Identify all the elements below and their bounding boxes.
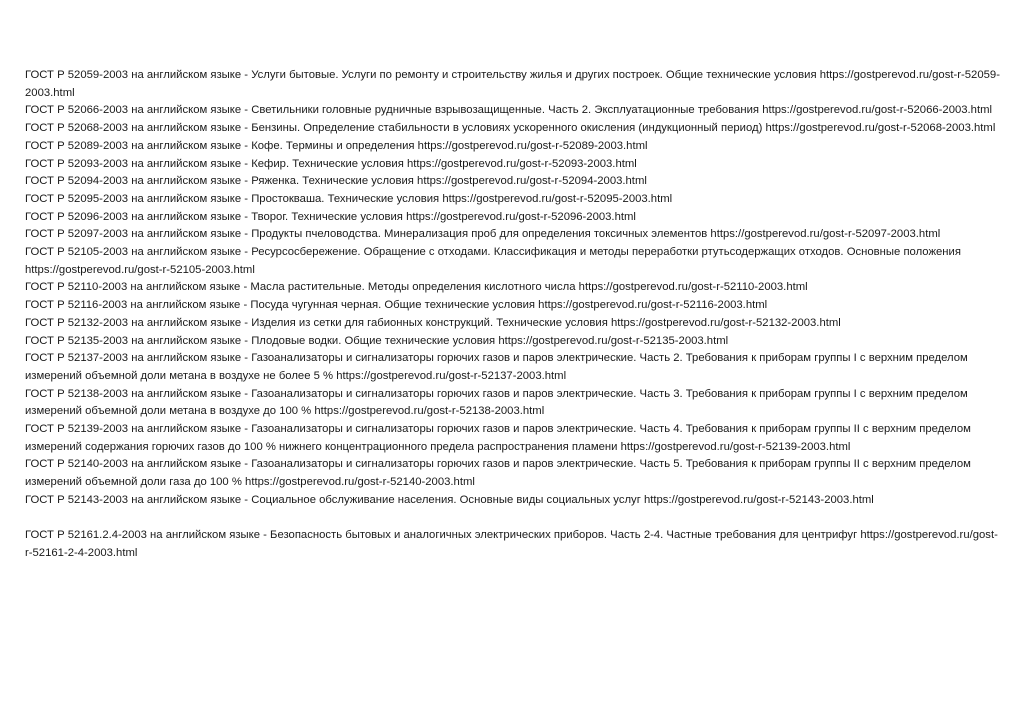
- list-item: [25, 226, 1000, 244]
- list-item: [25, 527, 1000, 562]
- entry-link[interactable]: https://gostperevod.ru/gost-r-52093-2003.html: [406, 157, 637, 170]
- entry-title: ГОСТ Р 52139-2003 на английском языке - Газоанализаторы и сигнализаторы горючих газов и паров электрические. Часть 4. Требования к приборам группы II с верхним пределом измерений содержания горючих газов до 100 % нижнего концентрационного предела распространения пламени: [25, 423, 971, 453]
- entry-link[interactable]: https://gostperevod.ru/gost-r-52110-2003.html: [578, 281, 808, 294]
- entry-link[interactable]: https://gostperevod.ru/gost-r-52068-2003.html: [765, 122, 996, 135]
- entry-title: ГОСТ Р 52093-2003 на английском языке - Кефир. Технические условия: [25, 157, 404, 170]
- list-item: [25, 67, 1000, 102]
- entry-title: ГОСТ Р 52140-2003 на английском языке - Газоанализаторы и сигнализаторы горючих газов и паров электрические. Часть 5. Требования к приборам группы II с верхним пределом измерений объемной доли газа до 100 %: [25, 458, 971, 489]
- list-item: [25, 138, 1000, 156]
- entry-link[interactable]: https://gostperevod.ru/gost-r-52135-2003.html: [498, 334, 729, 347]
- entry-link[interactable]: https://gostperevod.ru/gost-r-52137-2003.html: [336, 369, 567, 382]
- list-item: [25, 191, 1000, 209]
- entry-title: ГОСТ Р 52097-2003 на английском языке - Продукты пчеловодства. Минерализация проб для определения токсичных элементов: [25, 228, 708, 241]
- list-item: [25, 350, 1000, 385]
- list-item: [25, 386, 1000, 421]
- entry-link[interactable]: https://gostperevod.ru/gost-r-52140-2003.html: [245, 476, 475, 489]
- entry-link[interactable]: https://gostperevod.ru/gost-r-52096-2003.html: [406, 210, 636, 223]
- entry-link[interactable]: https://gostperevod.ru/gost-r-52116-2003.html: [538, 299, 768, 312]
- entry-title: ГОСТ Р 52059-2003 на английском языке - Услуги бытовые. Услуги по ремонту и строительству жилья и других построек. Общие технические условия: [25, 69, 817, 81]
- entry-title: ГОСТ Р 52105-2003 на английском языке - Ресурсосбережение. Обращение с отходами. Классификация и методы переработки ртутьсодержащих отходов. Основные положения: [25, 246, 961, 259]
- entry-link[interactable]: https://gostperevod.ru/gost-r-52097-2003.html: [710, 228, 941, 241]
- entry-link[interactable]: https://gostperevod.ru/gost-r-52089-2003.html: [417, 139, 648, 152]
- entry-title: ГОСТ Р 52096-2003 на английском языке - Творог. Технические условия: [25, 210, 403, 223]
- entry-title: ГОСТ Р 52116-2003 на английском языке - Посуда чугунная черная. Общие технические условия: [25, 299, 536, 312]
- list-item: [25, 456, 1000, 491]
- list-item: [25, 421, 1000, 456]
- entry-link[interactable]: https://gostperevod.ru/gost-r-52095-2003.html: [442, 192, 673, 205]
- entry-title: ГОСТ Р 52143-2003 на английском языке - Социальное обслуживание населения. Основные виды социальных услуг: [25, 493, 641, 506]
- entry-title: ГОСТ Р 52110-2003 на английском языке - Масла растительные. Методы определения кислотного числа: [25, 281, 576, 294]
- list-item: [25, 297, 1000, 315]
- entry-title: ГОСТ Р 52138-2003 на английском языке - Газоанализаторы и сигнализаторы горючих газов и паров электрические. Часть 3. Требования к приборам группы I с верхним пределом измерений объемной доли метана в воздухе до 100 %: [25, 387, 968, 418]
- entry-link[interactable]: https://gostperevod.ru/gost-r-52066-2003.html: [762, 104, 993, 117]
- entry-title: ГОСТ Р 52095-2003 на английском языке - Простокваша. Технические условия: [25, 192, 440, 205]
- entry-link[interactable]: https://gostperevod.ru/gost-r-52105-2003.html: [25, 263, 255, 276]
- list-item: [25, 279, 1000, 297]
- list-item: [25, 209, 1000, 227]
- entry-link[interactable]: https://gostperevod.ru/gost-r-52132-2003.html: [610, 316, 841, 329]
- entry-title: ГОСТ Р 52089-2003 на английском языке - Кофе. Термины и определения: [25, 139, 415, 152]
- entry-title: ГОСТ Р 52132-2003 на английском языке - Изделия из сетки для габионных конструкций. Технические условия: [25, 316, 608, 329]
- entry-link[interactable]: https://gostperevod.ru/gost-r-52139-2003.html: [620, 440, 851, 453]
- document-page: [25, 67, 1000, 563]
- entry-link[interactable]: https://gostperevod.ru/gost-r-52143-2003.html: [643, 493, 874, 506]
- list-item: [25, 492, 1000, 510]
- entry-link[interactable]: https://gostperevod.ru/gost-r-52138-2003.html: [314, 405, 545, 418]
- entry-link[interactable]: https://gostperevod.ru/gost-r-52094-2003.html: [417, 175, 647, 188]
- list-item: [25, 102, 1000, 120]
- entry-link[interactable]: https://gostperevod.ru/gost-r-52059-2003.html: [25, 69, 1000, 99]
- list-item: [25, 120, 1000, 138]
- list-item: [25, 173, 1000, 191]
- list-item: [25, 244, 1000, 279]
- list-item: [25, 156, 1000, 174]
- list-item: [25, 315, 1000, 333]
- entry-title: ГОСТ Р 52094-2003 на английском языке - Ряженка. Технические условия: [25, 175, 414, 188]
- entry-title: ГОСТ Р 52066-2003 на английском языке - Светильники головные рудничные взрывозащищенные. Часть 2. Эксплуатационные требования: [25, 104, 760, 117]
- entry-title: ГОСТ Р 52161.2.4-2003 на английском языке - Безопасность бытовых и аналогичных электрических приборов. Часть 2-4. Частные требования для центрифуг: [25, 529, 858, 542]
- list-item: [25, 333, 1000, 351]
- entry-link[interactable]: https://gostperevod.ru/gost-r-52161-2-4-2003.html: [25, 529, 998, 559]
- entry-title: ГОСТ Р 52135-2003 на английском языке - Плодовые водки. Общие технические условия: [25, 334, 496, 347]
- entry-title: ГОСТ Р 52137-2003 на английском языке - Газоанализаторы и сигнализаторы горючих газов и паров электрические. Часть 2. Требования к приборам группы I с верхним пределом измерений объемной доли метана в воздухе не более 5 %: [25, 352, 968, 382]
- entry-title: ГОСТ Р 52068-2003 на английском языке - Бензины. Определение стабильности в условиях ускоренного окисления (индукционный период): [25, 122, 763, 135]
